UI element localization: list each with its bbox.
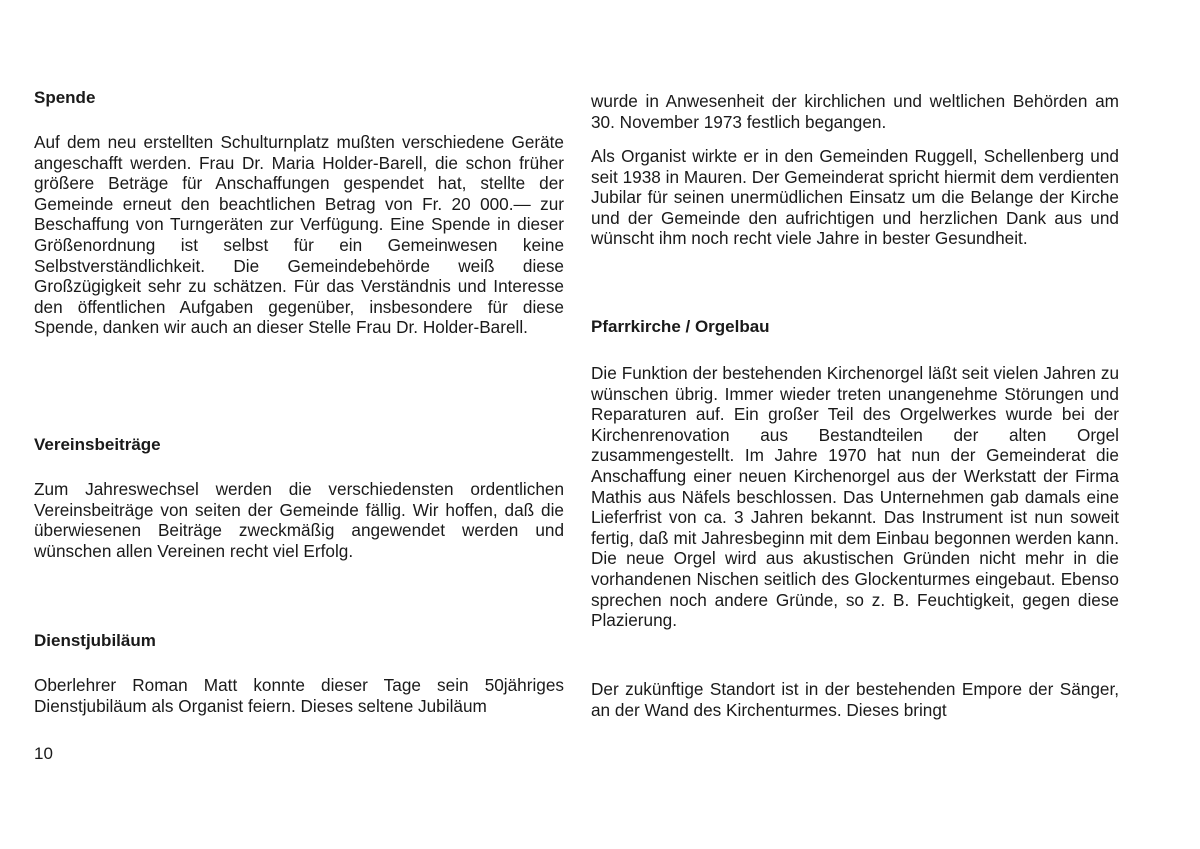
heading-pfarrkirche: Pfarrkirche / Orgelbau [591, 317, 770, 336]
paragraph-continuation: wurde in Anwesenheit der kirchlichen und weltlichen Behörden am 30. November 1973 festlich begangen. [591, 91, 1119, 132]
paragraph-organist: Als Organist wirkte er in den Gemeinden Ruggell, Schellenberg und seit 1938 in Mauren. Der Gemeinderat spricht hiermit dem verdienten Jubilar für seinen unermüdlichen Einsatz um die Belange der Kirche und der Gemeinde den aufrichtigen und herzlichen Dank aus und wünscht ihm noch recht viele Jahre in bester Gesundheit. [591, 146, 1119, 249]
page-number: 10 [34, 744, 53, 763]
paragraph-vereinsbeitraege: Zum Jahreswechsel werden die verschiedensten ordentlichen Vereinsbeiträge von seiten der Gemeinde fällig. Wir hoffen, daß die überwiesenen Beiträge zweckmäßig angewendet werden und wünschen allen Vereinen recht viel Erfolg. [34, 479, 564, 561]
paragraph-dienstjubilaeum: Oberlehrer Roman Matt konnte dieser Tage sein 50jähriges Dienstjubiläum als Organist feiern. Dieses seltene Jubiläum [34, 675, 564, 716]
paragraph-standort: Der zukünftige Standort ist in der bestehenden Empore der Sänger, an der Wand des Kirchenturmes. Dieses bringt [591, 679, 1119, 720]
paragraph-spende: Auf dem neu erstellten Schulturnplatz mußten verschiedene Geräte angeschafft werden. Frau Dr. Maria Holder-Barell, die schon früher größere Beträge für Anschaffungen gespendet hat, stellte der Gemeinde erneut den beachtlichen Betrag von Fr. 20 000.— zur Beschaffung von Turngeräten zur Verfügung. Eine Spende in dieser Größenordnung ist selbst für ein Gemeinwesen keine Selbstverständlichkeit. Die Gemeindebehörde weiß diese Großzügigkeit sehr zu schätzen. Für das Verständnis und Interesse den öffentlichen Aufgaben gegenüber, insbesondere für diese Spende, danken wir auch an dieser Stelle Frau Dr. Holder-Barell. [34, 132, 564, 338]
heading-spende: Spende [34, 88, 96, 107]
heading-vereinsbeitraege: Vereinsbeiträge [34, 435, 161, 454]
paragraph-pfarrkirche: Die Funktion der bestehenden Kirchenorgel läßt seit vielen Jahren zu wünschen übrig. Immer wieder treten unangenehme Störungen und Reparaturen auf. Ein großer Teil des Orgelwerkes wurde bei der Kirchenrenovation aus Bestandteilen der alten Orgel zusammengestellt. Im Jahre 1970 hat nun der Gemeinderat die Anschaffung einer neuen Kirchenorgel aus der Werkstatt der Firma Mathis aus Näfels beschlossen. Das Unternehmen gab damals eine Lieferfrist von ca. 3 Jahren bekannt. Das Instrument ist nun soweit fertig, daß mit Jahresbeginn mit dem Einbau begonnen werden kann. Die neue Orgel wird aus akustischen Gründen nicht mehr in die vorhandenen Nischen seitlich des Glockenturmes eingebaut. Ebenso sprechen noch andere Gründe, so z. B. Feuchtigkeit, gegen diese Plazierung. [591, 363, 1119, 631]
heading-dienstjubilaeum: Dienstjubiläum [34, 631, 156, 650]
